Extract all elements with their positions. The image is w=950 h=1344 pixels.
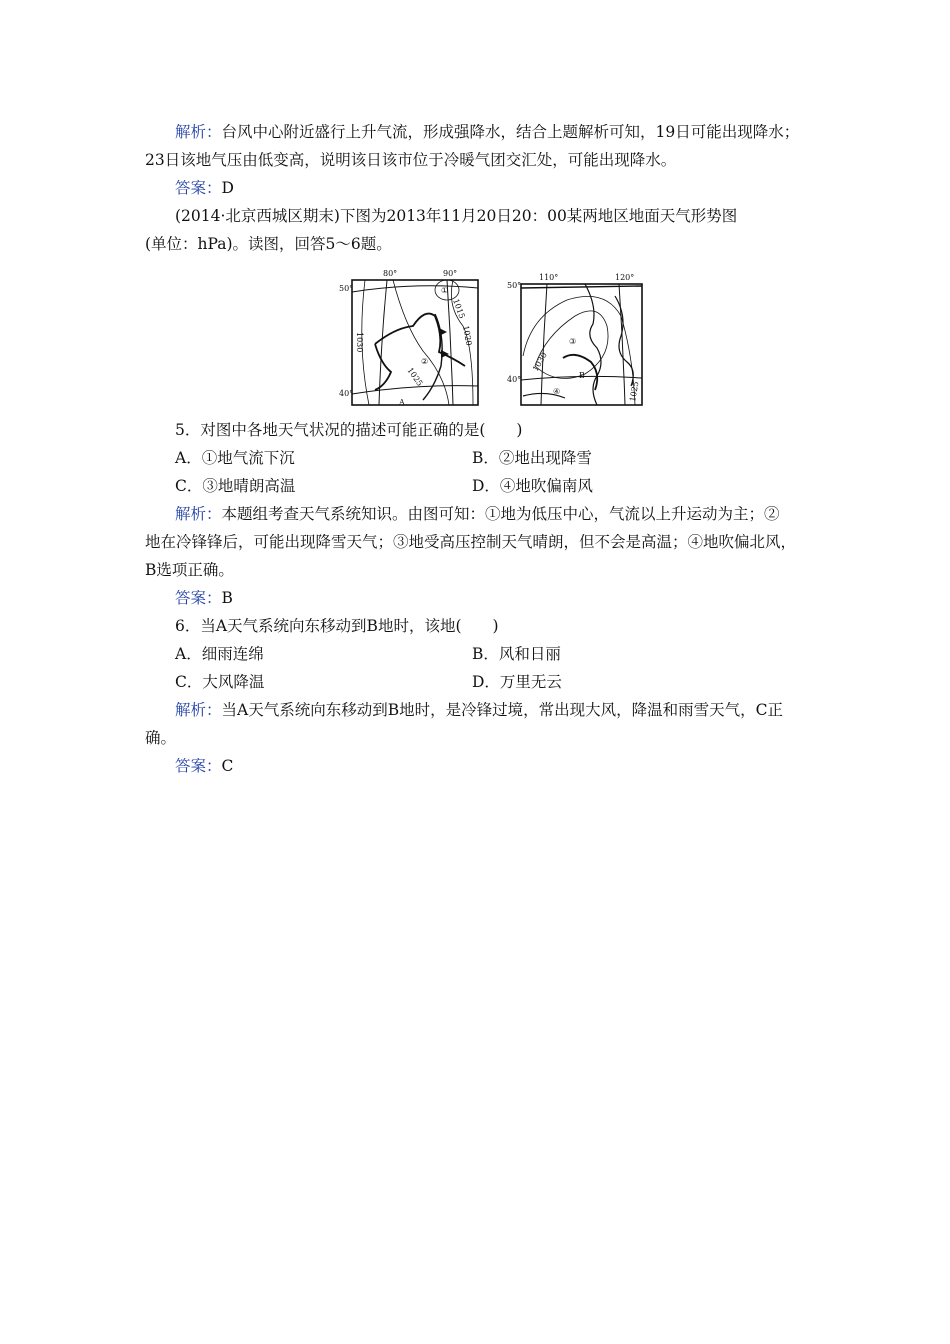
point-label: ③ xyxy=(569,337,577,346)
option-a: A．细雨连绵 xyxy=(175,645,264,663)
explanation-line xyxy=(175,700,783,720)
answer-label: 答案： xyxy=(175,757,222,775)
lat-label: 40° xyxy=(339,389,354,398)
question-stem: 6．当A天气系统向东移动到B地时，该地( ) xyxy=(175,617,499,635)
point-label: B xyxy=(579,371,585,380)
explanation-label: 解析： xyxy=(175,123,222,141)
isobar-label: 1030 xyxy=(530,350,549,373)
point-label: A xyxy=(399,398,405,407)
answer-label: 答案： xyxy=(175,589,222,607)
answer-value: B xyxy=(221,589,233,607)
lat-label: 40° xyxy=(507,375,522,384)
answer-line xyxy=(175,588,233,608)
point-label: ① xyxy=(441,286,449,295)
weather-maps-figure xyxy=(335,266,645,411)
lat-label: 50° xyxy=(339,284,354,293)
explanation-label: 解析： xyxy=(175,701,222,719)
question-stem: 5．对图中各地天气状况的描述可能正确的是( ) xyxy=(175,421,523,439)
point-label: ② xyxy=(421,357,429,366)
explanation-text: 本题组考查天气系统知识。由图可知：①地为低压中心，气流以上升运动为主；② xyxy=(221,505,780,523)
answer-value: C xyxy=(221,757,234,775)
option-b: B．风和日丽 xyxy=(472,645,561,663)
question-intro: (单位：hPa)。读图，回答5～6题。 xyxy=(145,235,392,253)
option-d: D．④地吹偏南风 xyxy=(472,477,593,495)
option-d: D．万里无云 xyxy=(472,673,562,691)
option-a: A．①地气流下沉 xyxy=(175,449,295,467)
explanation-line xyxy=(175,122,799,142)
right-weather-map xyxy=(507,273,642,405)
explanation-line xyxy=(175,504,780,524)
lon-label: 110° xyxy=(539,273,559,282)
option-c: C．大风降温 xyxy=(175,673,265,691)
explanation-label: 解析： xyxy=(175,505,222,523)
answer-line xyxy=(175,178,234,198)
lon-label: 90° xyxy=(443,269,458,278)
answer-line xyxy=(175,756,233,776)
isobar-label: 1025 xyxy=(405,365,425,388)
lon-label: 80° xyxy=(383,269,398,278)
point-label: ④ xyxy=(553,387,561,396)
explanation-text: 台风中心附近盛行上升气流，形成强降水，结合上题解析可知，19日可能出现降水； xyxy=(221,123,800,141)
option-b: B．②地出现降雪 xyxy=(472,449,592,467)
answer-label: 答案： xyxy=(175,179,222,197)
explanation-text: 23日该地气压由低变高，说明该日该市位于冷暖气团交汇处，可能出现降水。 xyxy=(145,151,677,169)
answer-value: D xyxy=(221,179,234,197)
explanation-text: 地在冷锋锋后，可能出现降雪天气；③地受高压控制天气晴朗，但不会是高温；④地吹偏北风， xyxy=(145,533,797,551)
isobar-label: 1025 xyxy=(628,380,641,403)
isobar-label: 1030 xyxy=(355,332,364,353)
explanation-text: 确。 xyxy=(145,729,177,747)
lat-label: 50° xyxy=(507,281,522,290)
lon-label: 120° xyxy=(615,273,635,282)
option-c: C．③地晴朗高温 xyxy=(175,477,296,495)
left-weather-map xyxy=(339,269,478,407)
isobar-label: 1015 xyxy=(451,297,467,320)
question-intro: (2014·北京西城区期末)下图为2013年11月20日20：00某两地区地面天气形势图 xyxy=(175,207,738,225)
isobar-label: 1020 xyxy=(461,324,474,347)
explanation-text: B选项正确。 xyxy=(145,561,234,579)
explanation-text: 当A天气系统向东移动到B地时，是冷锋过境，常出现大风，降温和雨雪天气，C正 xyxy=(221,701,783,719)
